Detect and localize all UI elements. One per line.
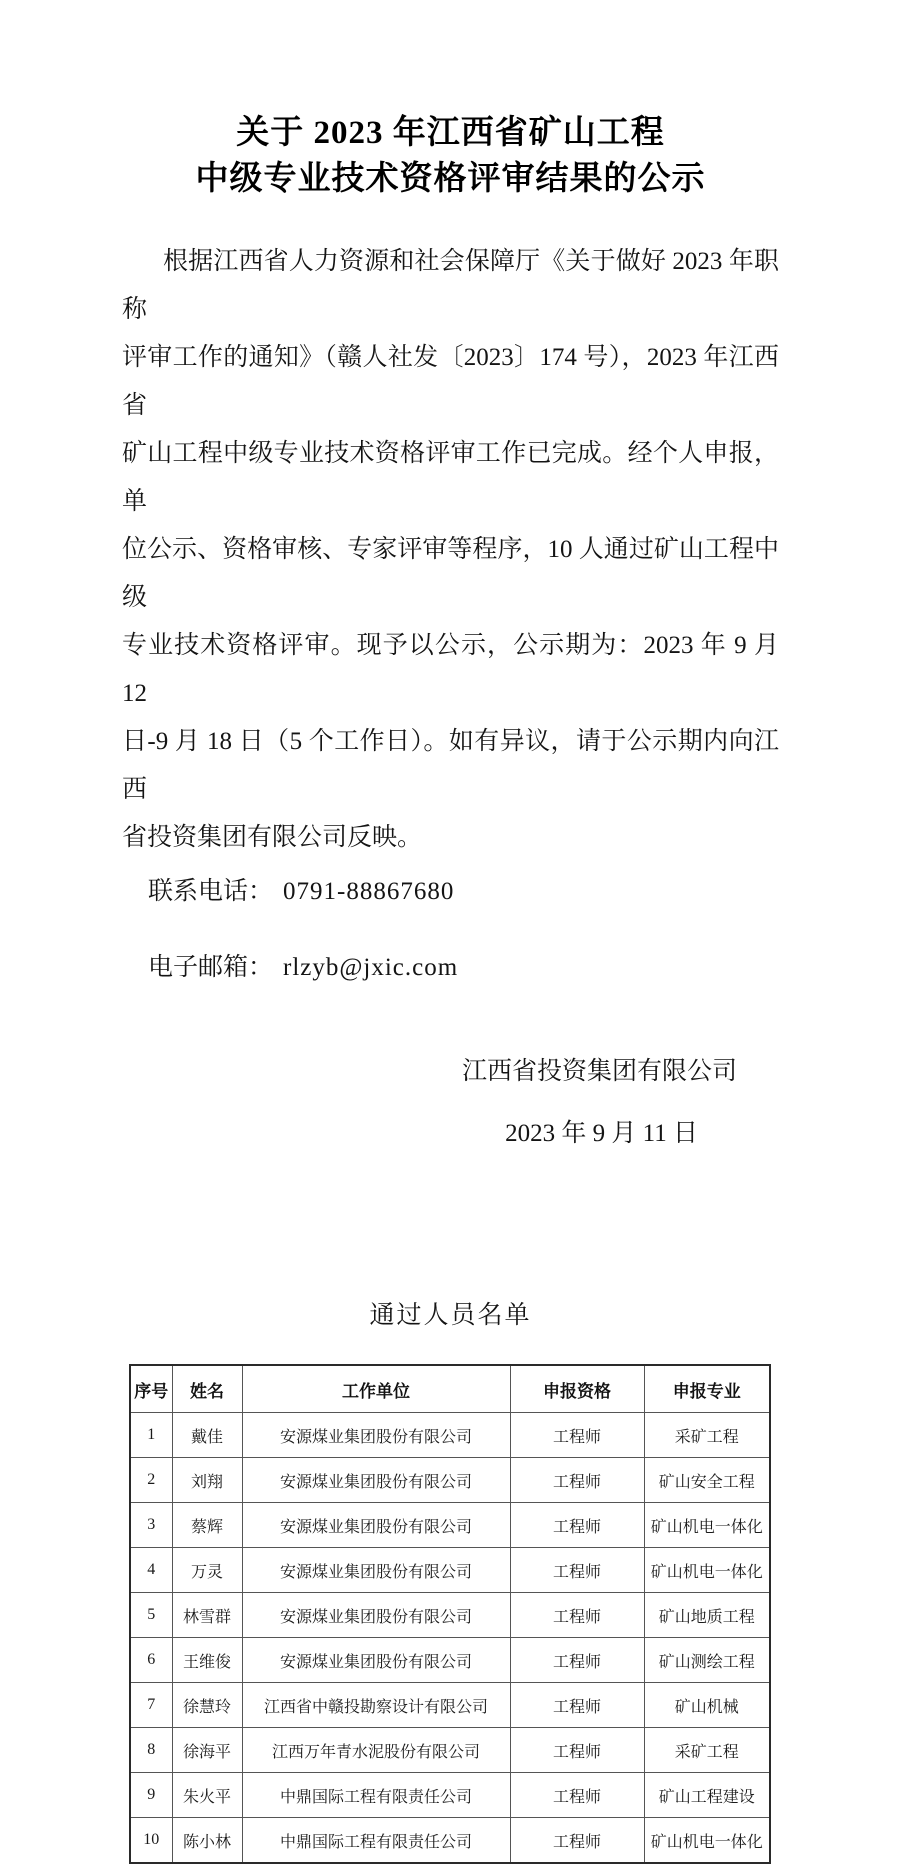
table-row xyxy=(130,1638,770,1683)
cell-qualification: 工程师 xyxy=(510,1638,644,1683)
contact-email-label: 电子邮箱： xyxy=(148,954,274,981)
table-row xyxy=(130,1548,770,1593)
cell-name: 朱火平 xyxy=(172,1773,242,1818)
cell-serial: 5 xyxy=(130,1593,172,1638)
cell-unit: 安源煤业集团股份有限公司 xyxy=(242,1458,510,1503)
cell-qualification: 工程师 xyxy=(510,1548,644,1593)
table-header-cell: 申报专业 xyxy=(644,1365,770,1413)
signature-date: 2023 年 9 月 11 日 xyxy=(505,1120,698,1147)
contact-phone-value: 0791-88867680 xyxy=(283,878,455,905)
cell-major: 采矿工程 xyxy=(644,1413,770,1458)
cell-major: 矿山机械 xyxy=(644,1683,770,1728)
cell-serial: 3 xyxy=(130,1503,172,1548)
table-row xyxy=(130,1503,770,1548)
cell-major: 矿山机电一体化 xyxy=(644,1503,770,1548)
cell-qualification: 工程师 xyxy=(510,1683,644,1728)
table-header-cell: 工作单位 xyxy=(242,1365,510,1413)
cell-serial: 1 xyxy=(130,1413,172,1458)
cell-name: 刘翔 xyxy=(172,1458,242,1503)
results-table xyxy=(129,1364,771,1864)
table-row xyxy=(130,1413,770,1458)
cell-qualification: 工程师 xyxy=(510,1458,644,1503)
cell-name: 林雪群 xyxy=(172,1593,242,1638)
cell-major: 矿山机电一体化 xyxy=(644,1818,770,1864)
cell-serial: 9 xyxy=(130,1773,172,1818)
cell-qualification: 工程师 xyxy=(510,1728,644,1773)
title-line-1: 关于 2023 年江西省矿山工程 xyxy=(236,115,665,151)
contact-email-line xyxy=(122,948,779,988)
cell-unit: 安源煤业集团股份有限公司 xyxy=(242,1413,510,1458)
table-header-cell: 申报资格 xyxy=(510,1365,644,1413)
cell-name: 万灵 xyxy=(172,1548,242,1593)
cell-major: 矿山工程建设 xyxy=(644,1773,770,1818)
table-body xyxy=(130,1413,770,1864)
cell-major: 采矿工程 xyxy=(644,1728,770,1773)
cell-unit: 江西省中赣投勘察设计有限公司 xyxy=(242,1683,510,1728)
table-header-row xyxy=(130,1365,770,1413)
cell-unit: 安源煤业集团股份有限公司 xyxy=(242,1548,510,1593)
table-row xyxy=(130,1593,770,1638)
cell-qualification: 工程师 xyxy=(510,1593,644,1638)
cell-serial: 2 xyxy=(130,1458,172,1503)
cell-name: 王维俊 xyxy=(172,1638,242,1683)
cell-serial: 6 xyxy=(130,1638,172,1683)
paragraph-line: 省投资集团有限公司反映。 xyxy=(122,824,423,851)
table-row xyxy=(130,1773,770,1818)
cell-major: 矿山安全工程 xyxy=(644,1458,770,1503)
table-header-cell: 姓名 xyxy=(172,1365,242,1413)
table-row xyxy=(130,1683,770,1728)
cell-qualification: 工程师 xyxy=(510,1773,644,1818)
table-row xyxy=(130,1458,770,1503)
contact-email-value: rlzyb@jxic.com xyxy=(283,954,459,981)
cell-name: 徐海平 xyxy=(172,1728,242,1773)
paragraph-line: 位公示、资格审核、专家评审等程序，10 人通过矿山工程中级 xyxy=(122,536,779,611)
cell-unit: 中鼎国际工程有限责任公司 xyxy=(242,1818,510,1864)
cell-qualification: 工程师 xyxy=(510,1413,644,1458)
paragraph-line: 根据江西省人力资源和社会保障厅《关于做好 2023 年职称 xyxy=(122,248,779,323)
title-line-2: 中级专业技术资格评审结果的公示 xyxy=(195,161,706,197)
cell-serial: 7 xyxy=(130,1683,172,1728)
cell-name: 戴佳 xyxy=(172,1413,242,1458)
cell-unit: 安源煤业集团股份有限公司 xyxy=(242,1503,510,1548)
cell-name: 徐慧玲 xyxy=(172,1683,242,1728)
cell-qualification: 工程师 xyxy=(510,1818,644,1864)
paragraph-line: 专业技术资格评审。现予以公示，公示期为：2023 年 9 月 12 xyxy=(122,632,779,707)
paragraph-line: 日-9 月 18 日（5 个工作日）。如有异议，请于公示期内向江西 xyxy=(122,728,779,803)
cell-serial: 8 xyxy=(130,1728,172,1773)
table-row xyxy=(130,1818,770,1864)
paragraph-line: 矿山工程中级专业技术资格评审工作已完成。经个人申报，单 xyxy=(122,440,779,515)
cell-unit: 江西万年青水泥股份有限公司 xyxy=(242,1728,510,1773)
table-caption: 通过人员名单 xyxy=(369,1302,532,1329)
cell-name: 蔡辉 xyxy=(172,1503,242,1548)
document-title xyxy=(122,0,779,202)
contact-phone-label: 联系电话： xyxy=(148,878,274,905)
cell-unit: 安源煤业集团股份有限公司 xyxy=(242,1638,510,1683)
table-row xyxy=(130,1728,770,1773)
cell-serial: 4 xyxy=(130,1548,172,1593)
cell-unit: 中鼎国际工程有限责任公司 xyxy=(242,1773,510,1818)
cell-major: 矿山地质工程 xyxy=(644,1593,770,1638)
cell-major: 矿山测绘工程 xyxy=(644,1638,770,1683)
paragraph-line: 评审工作的通知》（赣人社发〔2023〕174 号），2023 年江西省 xyxy=(122,344,779,419)
cell-name: 陈小林 xyxy=(172,1818,242,1864)
cell-unit: 安源煤业集团股份有限公司 xyxy=(242,1593,510,1638)
cell-major: 矿山机电一体化 xyxy=(644,1548,770,1593)
body-paragraph xyxy=(122,238,779,862)
table-header-cell: 序号 xyxy=(130,1365,172,1413)
cell-qualification: 工程师 xyxy=(510,1503,644,1548)
contact-phone-line xyxy=(122,872,779,912)
cell-serial: 10 xyxy=(130,1818,172,1864)
signature-line: 江西省投资集团有限公司 xyxy=(461,1058,737,1085)
